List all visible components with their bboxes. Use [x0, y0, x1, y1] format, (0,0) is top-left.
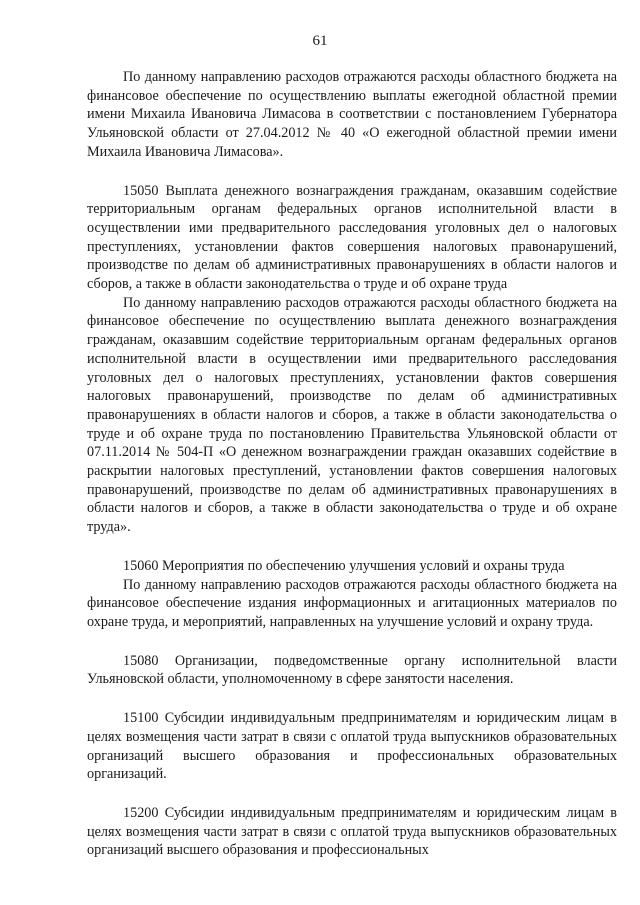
- paragraph-15060-heading: 15060 Мероприятия по обеспечению улучшения условий и охраны труда: [123, 557, 565, 574]
- document-body: [87, 68, 617, 860]
- paragraph-15200-heading: 15200 Субсидии индивидуальным предпринимателям и юридическим лицам в целях возмещения части затрат в связи с оплатой труда выпускников образовательных организаций высшего образования и профессиональных: [87, 804, 617, 859]
- page-number: 61: [312, 33, 328, 49]
- paragraph-15060-description: По данному направлению расходов отражаются расходы областного бюджета на финансовое обеспечение издания информационных и агитационных материалов по охране труда, и мероприятий, направленных на улучшение условий и охрану труда.: [87, 576, 617, 630]
- paragraph-15050-description: По данному направлению расходов отражаются расходы областного бюджета на финансовое обеспечение по осуществлению выплата денежного вознаграждения гражданам, оказавшим содействие территориальным органам федеральных органов исполнительной власти в осуществлении ими предварительного расследования уголовных дел о налоговых преступлениях, установлении фактов совершения налоговых правонарушений, производстве по делам об административных правонарушениях в области налогов и сборов, а также в области законодательства о труде и об охране труда по постановлению Правительства Ульяновской области от 07.11.2014 № 504-П «О денежном вознаграждении граждан оказавших содействие в раскрытии налоговых преступлений, установлении фактов совершения налоговых правонарушений, производстве по делам об административных правонарушениях в области налогов и сборов, а также в области законодательства о труде и об охране труда».: [87, 294, 617, 536]
- paragraph-limasov-prize-expenses: По данному направлению расходов отражаются расходы областного бюджета на финансовое обеспечение по осуществлению выплаты ежегодной областной премии имени Михаила Ивановича Лимасова в соответствии с постановлением Губернатора Ульяновской области от 27.04.2012 № 40 «О ежегодной областной премии имени Михаила Ивановича Лимасова».: [87, 69, 617, 160]
- paragraph-15050-heading: 15050 Выплата денежного вознаграждения гражданам, оказавшим содействие территориальным органам федеральных органов исполнительной власти в осуществлении ими предварительного расследования уголовных дел о налоговых преступлениях, установлении фактов совершения налоговых правонарушений, производстве по делам об административных правонарушениях в области налогов и сборов, а также в области законодательства о труде и об охране труда: [87, 182, 617, 293]
- paragraph-15100-heading: 15100 Субсидии индивидуальным предпринимателям и юридическим лицам в целях возмещения части затрат в связи с оплатой труда выпускников образовательных организаций высшего образования и профессиональных образовательных организаций.: [87, 710, 617, 783]
- paragraph-15080-heading: 15080 Организации, подведомственные органу исполнительной власти Ульяновской области, уполномоченному в сфере занятости населения.: [87, 652, 617, 688]
